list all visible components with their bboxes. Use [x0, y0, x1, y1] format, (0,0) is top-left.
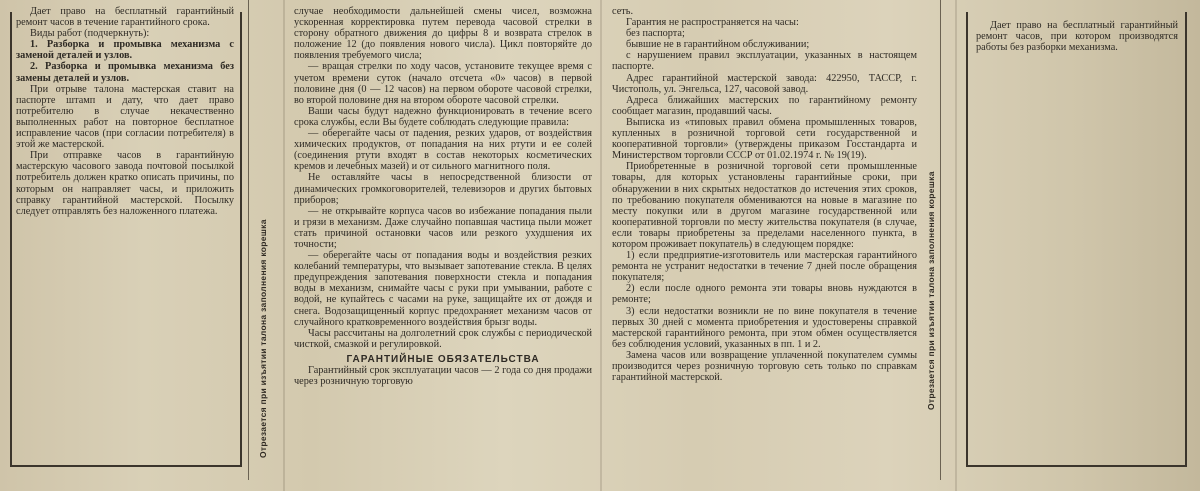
frame-line	[240, 12, 242, 467]
middle-paragraph: Ваши часы будут надежно функционировать в течение всего срока службы, если Вы будете соблюдать следующие правила:	[294, 105, 592, 128]
stub-left-paragraph: При отрыве талона мастерская ставит на паспорте штамп и дату, что дает право потребителю в случае некачественно выполненных работ на повторное бесплатное исправление часов (при согласии потребителя) в этой же мастерской.	[16, 83, 234, 151]
stub-left-paragraph: При отправке часов в гарантийную мастерскую часового завода почтовой посылкой потребитель должен кратко описать причины, по которым он направляет часы, и приложить справку гарантийной мастерской. Посылку следует отправлять без наложенного платежа.	[16, 150, 234, 217]
frame-line	[966, 12, 968, 467]
right-paragraph: Гарантия не распространяется на часы:	[626, 17, 799, 29]
middle-paragraph: случае необходимости дальнейшей смены чисел, возможна ускоренная корректировка путем перевода часовой стрелки в сторону обратного движения до цифры 8 и возврата стрелок в положение 12 (до появления нового числа). Цикл повторяйте до появления требуемого числа;	[294, 6, 592, 62]
middle-paragraph: Гарантийный срок эксплуатации часов — 2 года со дня продажи через розничную торговую	[294, 365, 592, 388]
right-paragraph: Адреса ближайших мастерских по гарантийному ремонту сообщает магазин, продавший часы.	[612, 94, 917, 117]
cut-line	[940, 0, 941, 480]
right-paragraph: 1) если предприятие-изготовитель или мастерская гарантийного ремонта не устранит недостатки в течение 7 дней после обращения покупателя;	[612, 250, 917, 284]
right-column-text	[612, 6, 917, 486]
stub-left-paragraph: 1. Разборка и промывка механизма с заменой деталей и узлов.	[16, 39, 234, 62]
frame-line	[10, 465, 241, 467]
stub-right-text	[976, 20, 1178, 110]
right-paragraph: Замена часов или возвращение уплаченной покупателем суммы производится через розничную торговую сеть только по справкам гарантийной мастерской.	[612, 349, 917, 384]
paper-fold	[955, 0, 957, 491]
middle-paragraph: — оберегайте часы от попадания воды и воздействия резких колебаний температуры, что вызывает запотевание стекла. В целях предупреждения запотевания поверхности стекла и попадания воды в механизм, снимайте часы с руки при умывании, работе с водой, не купайтесь с часами на руке, защищайте их от дождя и снега. Водозащищенный корпус предохраняет механизм часов от случайного кратковременного воздействия брызг воды.	[294, 250, 592, 328]
paper-fold	[283, 0, 285, 491]
right-paragraph: Выписка из «типовых правил обмена промышленных товаров, купленных в розничной торговой сети государственной и кооперативной торговли» (утверждены приказом Госстандарта и Министерством торговли СССР от 01.02.1974 г. № 19(19).	[612, 116, 917, 162]
stub-left-paragraph: 2. Разборка и промывка механизма без замены деталей и узлов.	[16, 61, 234, 84]
right-paragraph: без паспорта;	[626, 28, 685, 40]
right-paragraph: Адрес гарантийной мастерской завода: 422950, ТАССР, г. Чистополь, ул. Энгельса, 127, часовой завод.	[612, 72, 917, 95]
cut-label: Отрезается при изъятии талона заполнения корешка	[258, 219, 268, 458]
cut-label: Отрезается при изъятии талона заполнения корешка	[926, 171, 936, 410]
paper-fold	[600, 0, 602, 491]
right-paragraph: сеть.	[612, 6, 634, 17]
stub-left-text	[16, 6, 234, 276]
right-paragraph: с нарушением правил эксплуатации, указанных в настоящем паспорте.	[612, 50, 917, 73]
stub-left-paragraph: Виды работ (подчеркнуть):	[30, 28, 150, 40]
middle-paragraph: Часы рассчитаны на долголетний срок службы с периодической чисткой, смазкой и регулировкой.	[294, 327, 592, 350]
stub-left-paragraph: Дает право на бесплатный гарантийный ремонт часов в течение гарантийного срока.	[16, 6, 234, 29]
frame-line	[1185, 12, 1187, 467]
right-paragraph: бывшие не в гарантийном обслуживании;	[626, 39, 810, 51]
stub-right-paragraph: Дает право на бесплатный гарантийный ремонт часов, при котором производятся работы без разборки механизма.	[976, 20, 1178, 54]
middle-paragraph: — оберегайте часы от падения, резких ударов, от воздействия химических продуктов, от попадания на них ртути и ее солей (соединения ртути входят в состав некоторых косметических кремов и лечебных мазей) и от сильного магнитного поля.	[294, 128, 592, 173]
right-paragraph: 3) если недостатки возникли не по вине покупателя в течение первых 30 дней с момента приобретения и удостоверены справкой мастерской гарантийного ремонта, при этом обмен осуществляется без соблюдения условий, указанных в пп. 1 и 2.	[612, 305, 917, 350]
middle-column-text	[294, 6, 592, 486]
middle-paragraph: Не оставляйте часы в непосредственной близости от динамических громкоговорителей, телевизоров и других бытовых приборов;	[294, 172, 592, 206]
frame-line	[10, 12, 12, 467]
right-paragraph: 2) если после одного ремонта эти товары вновь нуждаются в ремонте;	[612, 283, 917, 306]
middle-paragraph: — не открывайте корпуса часов во избежание попадания пыли и грязи в механизм. Даже случайно попавшая частица пыли может стать причиной остановки часов или резкого ухудшения их точности;	[294, 205, 592, 250]
frame-line	[966, 465, 1186, 467]
cut-line	[248, 0, 249, 480]
warranty-heading: ГАРАНТИЙНЫЕ ОБЯЗАТЕЛЬСТВА	[346, 353, 540, 365]
middle-paragraph: — вращая стрелки по ходу часов, установите текущее время с учетом времени суток (начало отсчета «0» часов) в первой половине дня (0 — 12 часов) на первом обороте часовой стрелки, во второй половине дня на втором обороте часовой стрелки.	[294, 61, 592, 106]
right-paragraph: Приобретенные в розничной торговой сети промышленные товары, для которых установлены гарантийные сроки, при обнаружении в них скрытых недостатков до истечения этих сроков, по требованию покупателя обмениваются на новые в магазине по месту покупки или в другом магазине государственной или кооперативной торговли по месту жительства покупателя (в случае, если товары приобретены за пределами населенного пункта, в котором проживает покупатель) в следующем порядке:	[612, 161, 917, 250]
